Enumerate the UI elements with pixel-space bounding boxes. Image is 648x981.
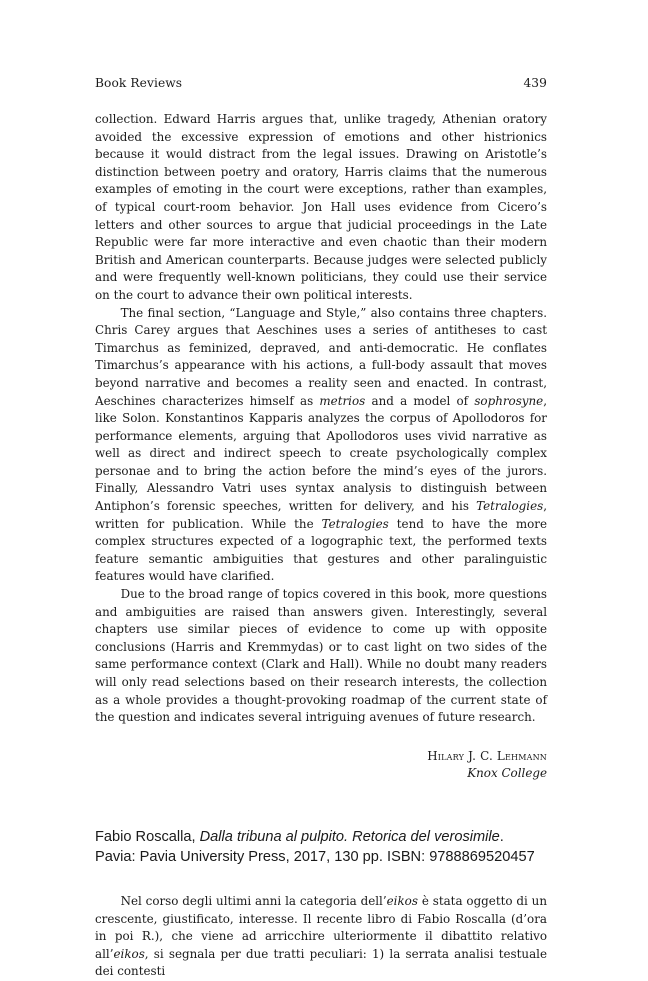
text-run: Due to the broad range of topics covered in this book, more questions and ambiguities are raised than answers given. Interestingly, several chapters use similar pieces of evidence to come up with opposite conclusions (Harris and Kremmydas) or to cast light on two sides of the same performance context (Clark and Hall). While no doubt many readers will only read selections based on their research interests, the collection as a whole provides a thought-provoking roadmap of the current state of the question and indicates several intriguing avenues of future research. [95, 587, 547, 725]
review-paragraph [95, 586, 547, 727]
reviewer-signature [95, 748, 547, 783]
review-paragraph [95, 111, 547, 305]
section-title: Book Reviews [95, 76, 183, 90]
previous-review-text [95, 111, 547, 727]
text-run: , written for publication. While the [95, 499, 547, 531]
running-header [95, 76, 547, 90]
text-run: , si segnala per due tratti peculiari: 1) la serrata analisi testuale dei contesti [95, 946, 547, 979]
italic-term: eikos [386, 893, 418, 908]
page-number: 439 [523, 76, 547, 90]
review-paragraph [95, 305, 547, 587]
journal-page [95, 76, 547, 981]
text-run: tend to have the more complex structures expected of a logographic text, the performed texts feature semantic ambiguities that gestures and other paralinguistic features would have clarified. [95, 516, 547, 584]
reviewer-name: Hilary J. C. Lehmann [427, 748, 547, 763]
new-review-paragraph [95, 893, 547, 981]
text-run: and a model of [365, 393, 475, 408]
reviewed-book-details: . Pavia: Pavia University Press, 2017, 130 pp. ISBN: 9788869520457 [95, 828, 535, 866]
text-run: The final section, “Language and Style,” also contains three chapters. Chris Carey argues that Aeschines uses a series of antitheses to cast Timarchus as feminized, depraved, and anti-democratic. He conflates Timarchus’s appearance with his actions, a full-body assault that moves beyond narrative and becomes a reality seen and enacted. In contrast, Aeschines characterizes himself as [95, 305, 547, 408]
italic-term: Tetralogies [476, 499, 544, 514]
italic-term: sophrosyne [474, 393, 544, 408]
text-run: , like Solon. Konstantinos Kapparis analyzes the corpus of Apollodoros for performance elements, arguing that Apollodoros uses vivid narrative as well as direct and indirect speech to create psychologically complex personae and to bring the action before the mind’s eyes of the jurors. Finally, Alessandro Vatri uses syntax analysis to distinguish between Antiphon’s forensic speeches, written for delivery, and his [95, 393, 547, 514]
text-run: collection. Edward Harris argues that, unlike tragedy, Athenian oratory avoided the excessive expression of emotions and other histrionics because it would distract from the legal issues. Drawing on Aristotle’s distinction between poetry and oratory, Harris claims that the numerous examples of emoting in the court were exceptions, rather than examples, of typical court-room behavior. Jon Hall uses evidence from Cicero’s letters and other sources to argue that judicial proceedings in the Late Republic were far more interactive and even chaotic than their modern British and American counterparts. Because judges were selected publicly and were frequently well-known politicians, they could use their service on the court to advance their own political interests. [95, 112, 547, 302]
reviewed-book-title: Dalla tribuna al pulpito. Retorica del verosimile [199, 828, 500, 845]
new-review-text [95, 893, 547, 981]
text-run: è stata oggetto di un crescente, giustificato, interesse. Il recente libro di Fabio Roscalla (d’ora in poi R.), che viene ad arricchire ulteriormente il dibattito relativo all’ [95, 893, 547, 961]
text-run: Nel corso degli ultimi anni la categoria dell’ [120, 893, 387, 908]
review-heading [95, 827, 547, 868]
reviewer-institution: Knox College [467, 766, 547, 781]
reviewed-book-author: Fabio Roscalla, [95, 828, 200, 845]
italic-term: Tetralogies [321, 516, 389, 531]
italic-term: metrios [319, 393, 366, 408]
italic-term: eikos [113, 946, 145, 961]
